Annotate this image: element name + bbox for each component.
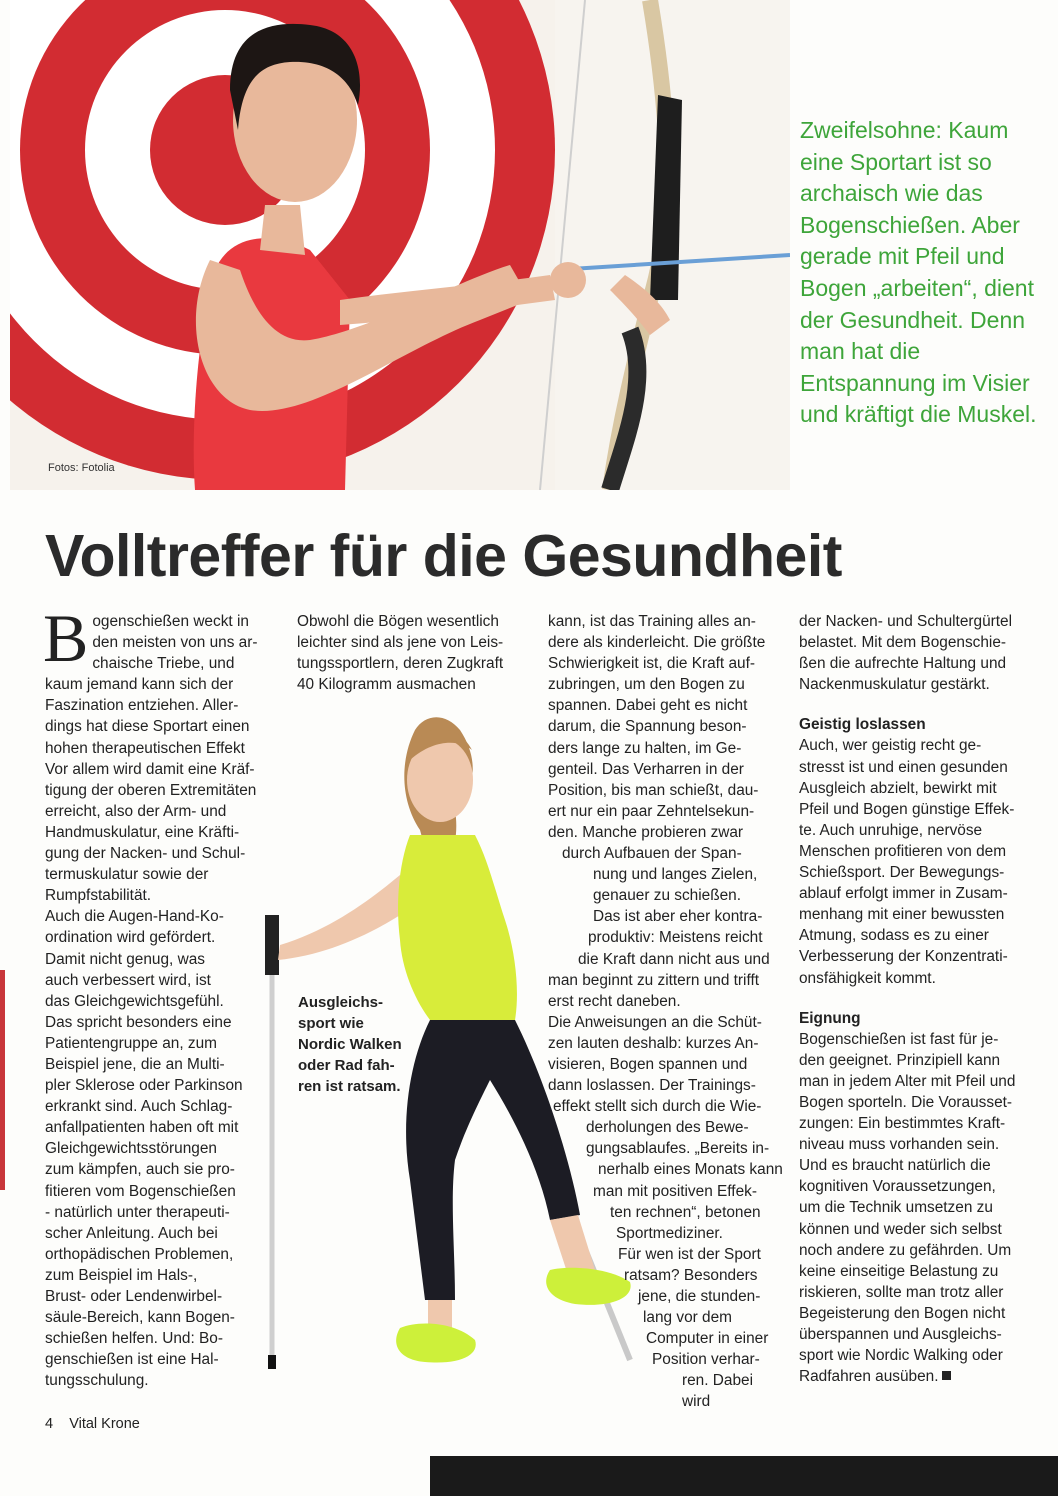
text-line: tungssportlern, deren Zugkraft	[297, 655, 504, 673]
text-line: Auch, wer geistig recht ge-	[799, 737, 982, 755]
text-line: - natürlich unter therapeuti-	[45, 1203, 230, 1221]
text-line: pler Sklerose oder Parkinson	[45, 1077, 243, 1095]
text-line: ratsam? Besonders	[624, 1266, 758, 1284]
text-line: genschießen ist eine Hal-	[45, 1351, 219, 1369]
text-line: darum, die Spannung beson-	[548, 718, 747, 736]
text-line: durch Aufbauen der Span-	[562, 845, 742, 863]
text-line: derholungen des Bewe-	[586, 1119, 749, 1137]
text-line: Sportmediziner.	[616, 1224, 723, 1242]
column-3-text	[548, 611, 784, 1413]
text-line: Begeisterung den Bogen nicht	[799, 1304, 1006, 1322]
column-4-intro	[799, 611, 1035, 695]
text-line: Nordic Walken	[298, 1036, 402, 1053]
text-line: onsfähigkeit kommt.	[799, 969, 936, 987]
text-line: Atmung, sodass es zu einer	[799, 927, 989, 945]
text-line: tungsschulung.	[45, 1372, 149, 1390]
text-line: der Nacken- und Schultergürtel	[799, 613, 1013, 630]
text-line: kann, ist das Training alles an-	[548, 613, 756, 630]
text-line: genauer zu schießen.	[593, 887, 742, 905]
text-line: den geeignet. Prinzipiell kann	[799, 1051, 1001, 1069]
text-line: zen lauten deshalb: kurzes An-	[548, 1034, 759, 1052]
text-line: zungen: Ein bestimmtes Kraft-	[799, 1115, 1006, 1133]
text-line: Bogenschießen ist fast für je-	[799, 1030, 999, 1048]
photo-credit: Fotos: Fotolia	[48, 462, 115, 474]
text-line: auch verbessert wird, ist	[45, 971, 211, 989]
text-line: Und es braucht natürlich die	[799, 1157, 991, 1175]
text-line: dere als kinderleicht. Die größte	[548, 634, 766, 652]
text-line: überspannen und Ausgleichs-	[799, 1326, 1002, 1343]
text-line: ordination wird gefördert.	[45, 929, 216, 947]
text-line: zubringen, um den Bogen zu	[548, 676, 745, 694]
text-line: Das ist aber eher kontra-	[593, 908, 763, 926]
text-line: produktiv: Meistens reicht	[588, 929, 763, 947]
drop-cap: B	[43, 600, 89, 676]
text-line: Für wen ist der Sport	[618, 1245, 761, 1263]
text-line: dann loslassen. Der Trainings-	[548, 1077, 756, 1095]
text-line: säule-Bereich, kann Bogen-	[45, 1309, 235, 1327]
text-line: fitieren vom Bogenschießen	[45, 1182, 236, 1200]
article-column-1	[43, 600, 280, 1391]
text-line: keine einseitige Belastung zu	[799, 1262, 999, 1280]
text-line: Schwierigkeit ist, die Kraft auf-	[548, 655, 755, 673]
text-line: ders lange zu halten, im Ge-	[548, 739, 742, 757]
teaser-text: Zweifelsohne: Kaum eine Sportart ist so archaisch wie das Bogenschießen. Aber gerade mit Pfeil und Bogen „arbeiten“, dient der Gesundheit. Denn man hat die Entspannung im Visier und kräftigt die Muskel.	[800, 117, 1037, 428]
text-line: nerhalb eines Monats kann	[598, 1161, 783, 1179]
text-line: leichter sind als jene von Leis-	[297, 634, 504, 652]
text-line: ren. Dabei wird	[682, 1372, 754, 1411]
text-line: spannen. Dabei geht es nicht	[548, 697, 748, 715]
text-line: kaum jemand kann sich der	[45, 676, 234, 694]
text-line: Computer in einer	[646, 1330, 769, 1348]
hero-photo	[10, 0, 790, 490]
text-line: Handmuskulatur, eine Kräfti-	[45, 823, 240, 841]
text-line: Faszination entziehen. Aller-	[45, 697, 239, 715]
text-line: stresst ist und einen gesunden	[799, 758, 1008, 776]
text-line: Gleichgewichtsstörungen	[45, 1140, 217, 1158]
subheading-eignung: Eignung	[799, 1009, 861, 1027]
text-line: man in jedem Alter mit Pfeil und	[799, 1072, 1016, 1090]
text-line: Bogen sporteln. Die Vorausset-	[799, 1093, 1013, 1111]
end-mark-icon	[942, 1371, 951, 1380]
text-line: lang vor dem	[643, 1309, 732, 1327]
text-line: Ausgleichs-	[298, 994, 384, 1011]
text-line: ten rechnen“, betonen	[610, 1203, 761, 1221]
text-line: termuskulatur sowie der	[45, 866, 209, 884]
text-line: visieren, Bogen spannen und	[548, 1055, 748, 1073]
subheading-geistig-loslassen: Geistig loslassen	[799, 716, 926, 734]
article-column-3	[548, 611, 784, 1413]
text-line: effekt stellt sich durch die Wie-	[553, 1098, 762, 1116]
text-line: belastet. Mit dem Bogenschie-	[799, 634, 1007, 652]
text-line: Patientengruppe an, zum	[45, 1034, 217, 1052]
text-line: ert nur ein paar Zehntelsekun-	[548, 802, 755, 820]
column-1-text	[43, 600, 280, 1391]
text-line: das Gleichgewichtsgefühl.	[45, 992, 224, 1010]
text-line: Verbesserung der Konzentrati-	[799, 948, 1008, 966]
text-line: ren ist ratsam.	[298, 1078, 401, 1095]
text-line: menhang mit einer bewussten	[799, 906, 1005, 924]
section-eignung-text	[799, 1029, 1035, 1388]
text-line: sport wie Nordic Walking oder	[799, 1347, 1003, 1365]
text-line: oder Rad fah-	[298, 1057, 395, 1074]
archer-illustration	[10, 0, 790, 490]
text-line: te. Auch unruhige, nervöse	[799, 821, 983, 839]
text-line: Position verhar-	[652, 1351, 760, 1369]
text-line: den meisten von uns ar-	[92, 634, 258, 652]
text-line: können und weder sich selbst	[799, 1220, 1002, 1238]
text-line: ßen die aufrechte Haltung und	[799, 655, 1007, 673]
text-line: jene, die stunden-	[638, 1288, 761, 1305]
text-line: Position, bis man schießt, dau-	[548, 781, 759, 799]
page-number: 4	[45, 1416, 54, 1432]
text-line: hohen therapeutischen Effekt	[45, 739, 245, 757]
text-line: anfallpatienten haben oft mit	[45, 1119, 239, 1137]
column-2-text	[297, 611, 537, 695]
text-line: den. Manche probieren zwar	[548, 823, 744, 841]
text-line: riskieren, sollte man trotz aller	[799, 1283, 1004, 1301]
text-line: man mit positiven Effek-	[593, 1182, 757, 1200]
text-line: Die Anweisungen an die Schüt-	[548, 1013, 762, 1031]
text-line: Ausgleich abzielt, bewirkt mit	[799, 779, 997, 797]
text-line: tigung der oberen Extremitäten	[45, 781, 257, 799]
text-line: niveau muss vorhanden sein.	[799, 1136, 1000, 1154]
page-footer	[45, 1416, 140, 1432]
text-line: Pfeil und Bogen günstige Effek-	[799, 800, 1015, 818]
text-line: gung der Nacken- und Schul-	[45, 845, 246, 863]
text-line: orthopädischen Problemen,	[45, 1245, 234, 1263]
headline: Volltreffer für die Gesundheit	[45, 523, 842, 589]
page-edge-mark	[0, 970, 5, 1190]
text-line: genteil. Das Verharren in der	[548, 760, 744, 778]
image-caption	[298, 992, 418, 1097]
text-line: Obwohl die Bögen wesentlich	[297, 613, 499, 630]
section-geistig-loslassen-text	[799, 735, 1035, 988]
text-line: zum Beispiel im Hals-,	[45, 1266, 198, 1284]
text-line: die Kraft dann nicht aus und	[578, 950, 770, 968]
text-line: Beispiel jene, die an Multi-	[45, 1055, 225, 1073]
magazine-name: Vital Krone	[69, 1416, 140, 1432]
text-line: Menschen profitieren von dem	[799, 842, 1007, 860]
scan-bottom-edge	[430, 1456, 1058, 1496]
text-line: nung und langes Zielen,	[593, 866, 758, 884]
text-line: sport wie	[298, 1015, 364, 1032]
text-line: chaische Triebe, und	[92, 655, 235, 673]
text-line: 40 Kilogramm ausmachen	[297, 676, 476, 694]
text-line: Nackenmuskulatur gestärkt.	[799, 676, 990, 694]
article-column-2	[297, 611, 537, 695]
text-line: Auch die Augen-Hand-Ko-	[45, 908, 224, 926]
text-line: zum kämpfen, auch sie pro-	[45, 1161, 235, 1179]
text-line: erreicht, also der Arm- und	[45, 802, 227, 820]
text-line: Vor allem wird damit eine Kräf-	[45, 760, 255, 778]
text-line: man beginnt zu zittern und trifft	[548, 971, 760, 989]
text-line: ogenschießen weckt in	[92, 613, 249, 630]
text-line: ablauf erfolgt immer in Zusam-	[799, 885, 1008, 903]
text-line: noch andere zu gefährden. Um	[799, 1241, 1012, 1259]
text-line: Schießsport. Der Bewegungs-	[799, 864, 1005, 882]
article-column-4	[799, 611, 1035, 1387]
text-line: erst recht daneben.	[548, 992, 681, 1010]
text-line: Brust- oder Lendenwirbel-	[45, 1288, 223, 1305]
text-line: Radfahren ausüben.	[799, 1366, 1035, 1387]
text-line: schießen helfen. Und: Bo-	[45, 1330, 223, 1348]
text-line: gungsablaufes. „Bereits in-	[586, 1140, 770, 1158]
text-line: Das spricht besonders eine	[45, 1013, 232, 1031]
text-line: scher Anleitung. Auch bei	[45, 1224, 218, 1242]
text-line: kognitiven Voraussetzungen,	[799, 1178, 996, 1196]
text-line: erkrankt sind. Auch Schlag-	[45, 1098, 233, 1116]
text-line: Rumpfstabilität.	[45, 887, 152, 905]
text-line: Damit nicht genug, was	[45, 950, 205, 968]
text-line: dings hat diese Sportart einen	[45, 718, 250, 736]
text-line: um die Technik umsetzen zu	[799, 1199, 993, 1217]
